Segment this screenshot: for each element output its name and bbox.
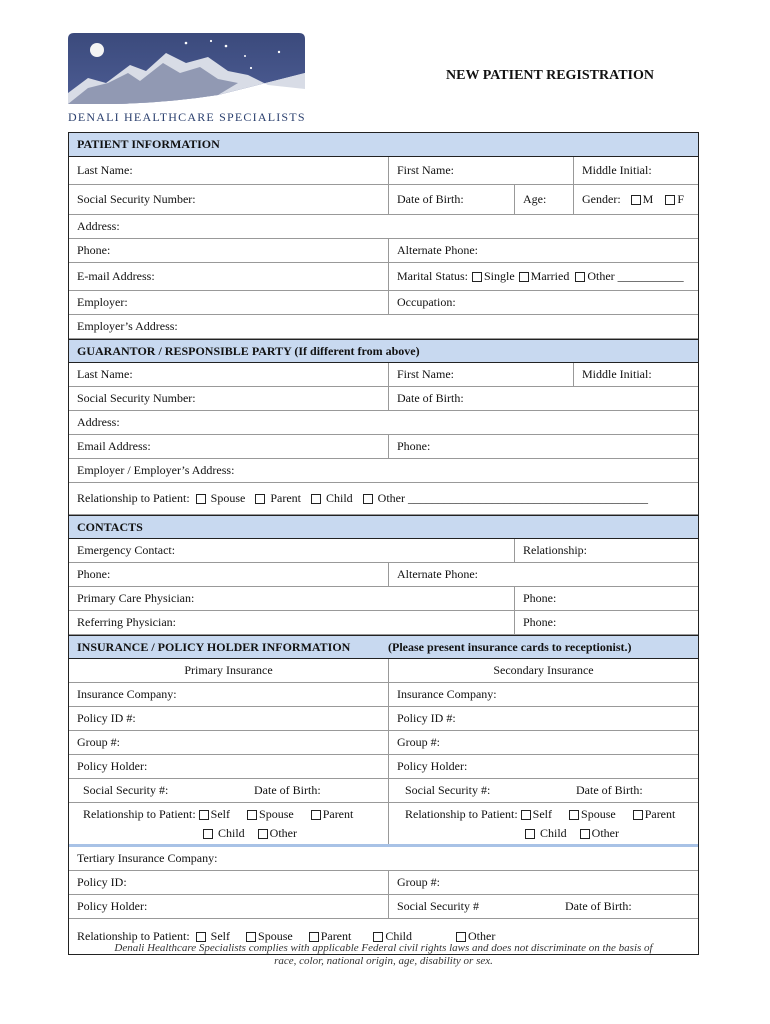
secondary-insurance-heading: Secondary Insurance bbox=[388, 659, 698, 682]
guarantor-phone-field[interactable]: Phone: bbox=[388, 435, 698, 458]
form-row bbox=[69, 315, 698, 339]
checkbox-icon bbox=[311, 810, 321, 820]
alt-phone-field[interactable]: Alternate Phone: bbox=[388, 239, 698, 262]
guarantor-address-field[interactable]: Address: bbox=[77, 415, 120, 429]
secondary-company-field[interactable]: Insurance Company: bbox=[388, 683, 698, 706]
form-row bbox=[69, 291, 698, 315]
rel-other-checkbox[interactable] bbox=[258, 826, 297, 840]
checkbox-icon bbox=[633, 810, 643, 820]
rel-child-checkbox[interactable] bbox=[525, 826, 567, 840]
form-row bbox=[69, 659, 698, 683]
rel-parent-label: Parent bbox=[322, 806, 354, 821]
gender-label: Gender: bbox=[582, 192, 621, 206]
relationship-label: Relationship to Patient: bbox=[77, 491, 190, 505]
checkbox-icon bbox=[580, 829, 590, 839]
relationship-label: Relationship to Patient: bbox=[77, 929, 190, 943]
rel-parent-label: Parent bbox=[320, 929, 352, 943]
marital-status-field bbox=[388, 263, 698, 290]
age-field[interactable]: Age: bbox=[514, 185, 573, 214]
rel-spouse-label: Spouse bbox=[258, 929, 293, 943]
referring-physician-field[interactable]: Referring Physician: bbox=[77, 615, 176, 629]
checkbox-icon bbox=[472, 272, 482, 282]
form-row bbox=[69, 363, 698, 387]
guarantor-employer-address-field[interactable]: Employer / Employer’s Address: bbox=[77, 463, 235, 477]
section-header-insurance bbox=[69, 635, 698, 659]
gender-m-checkbox[interactable] bbox=[631, 192, 654, 207]
checkbox-icon bbox=[247, 810, 257, 820]
primary-group-field[interactable]: Group #: bbox=[77, 735, 120, 749]
marital-married-checkbox[interactable] bbox=[519, 269, 570, 284]
tertiary-holder-field[interactable]: Policy Holder: bbox=[77, 899, 148, 913]
rel-child-label: Child bbox=[385, 929, 413, 943]
rel-spouse-label: Spouse bbox=[259, 806, 294, 821]
checkbox-icon bbox=[196, 494, 206, 504]
emergency-contact-field[interactable]: Emergency Contact: bbox=[77, 543, 176, 557]
gender-m-label: M bbox=[642, 192, 654, 206]
tertiary-dob-field[interactable]: Date of Birth: bbox=[565, 899, 632, 913]
ssn-field[interactable]: Social Security Number: bbox=[77, 192, 196, 206]
relationship-field[interactable]: Relationship: bbox=[514, 539, 698, 562]
form-row bbox=[69, 707, 698, 731]
secondary-holder-field[interactable]: Policy Holder: bbox=[388, 755, 698, 778]
form-row bbox=[69, 563, 698, 587]
organization-name: DENALI HEALTHCARE SPECIALISTS bbox=[68, 110, 306, 124]
primary-holder-field[interactable]: Policy Holder: bbox=[77, 759, 148, 773]
form-row bbox=[69, 587, 698, 611]
primary-insurance-heading: Primary Insurance bbox=[184, 663, 273, 677]
form-row bbox=[69, 611, 698, 635]
guarantor-middle-initial-field[interactable]: Middle Initial: bbox=[573, 363, 698, 386]
primary-company-field[interactable]: Insurance Company: bbox=[77, 687, 177, 701]
tertiary-policy-id-field[interactable]: Policy ID: bbox=[77, 875, 127, 889]
checkbox-icon bbox=[363, 494, 373, 504]
section-header-guarantor bbox=[69, 339, 698, 363]
rel-child-label: Child bbox=[218, 825, 245, 840]
dob-field[interactable]: Date of Birth: bbox=[388, 185, 514, 214]
insurance-note: (Please present insurance cards to receptionist.) bbox=[388, 639, 632, 654]
form-row bbox=[69, 483, 698, 515]
checkbox-icon bbox=[309, 932, 319, 942]
rel-parent-checkbox[interactable] bbox=[311, 807, 354, 821]
rel-other-label: Other bbox=[269, 825, 297, 840]
relationship-label: Relationship to Patient: bbox=[83, 806, 196, 821]
checkbox-icon bbox=[258, 829, 268, 839]
form-row bbox=[69, 459, 698, 483]
guarantor-ssn-field[interactable]: Social Security Number: bbox=[77, 391, 196, 405]
guarantor-email-field[interactable]: Email Address: bbox=[77, 439, 151, 453]
middle-initial-field[interactable]: Middle Initial: bbox=[573, 157, 698, 184]
form-row bbox=[69, 539, 698, 563]
registration-form bbox=[68, 132, 699, 955]
rel-self-checkbox[interactable] bbox=[199, 807, 230, 821]
rel-child-label: Child bbox=[326, 491, 353, 505]
section-title: GUARANTOR / RESPONSIBLE PARTY (If different from above) bbox=[77, 343, 420, 358]
form-row bbox=[69, 387, 698, 411]
rel-parent-checkbox[interactable] bbox=[255, 491, 301, 506]
pcp-phone-field[interactable]: Phone: bbox=[514, 587, 698, 610]
primary-relationship bbox=[69, 803, 388, 844]
form-row bbox=[69, 803, 698, 847]
section-header-patient bbox=[69, 133, 698, 157]
rel-spouse-label: Spouse bbox=[210, 491, 246, 505]
checkbox-icon bbox=[631, 195, 641, 205]
primary-dob-field[interactable]: Date of Birth: bbox=[254, 783, 321, 797]
rel-parent-label: Parent bbox=[270, 491, 301, 505]
form-row bbox=[69, 731, 698, 755]
form-row bbox=[69, 779, 698, 803]
primary-ssn-dob bbox=[69, 779, 388, 802]
checkbox-icon bbox=[569, 810, 579, 820]
guarantor-relationship-field bbox=[69, 483, 698, 514]
employer-address-field[interactable]: Employer’s Address: bbox=[77, 319, 178, 333]
form-row bbox=[69, 157, 698, 185]
rel-self-label: Self bbox=[210, 806, 231, 821]
notice-line-2: race, color, national origin, age, disability or sex. bbox=[274, 955, 493, 967]
pcp-field[interactable]: Primary Care Physician: bbox=[77, 591, 195, 605]
contact-alt-phone-field[interactable]: Alternate Phone: bbox=[388, 563, 698, 586]
rel-other-label: Other bbox=[468, 929, 496, 943]
form-row bbox=[69, 871, 698, 895]
primary-policy-id-field[interactable]: Policy ID #: bbox=[77, 711, 136, 725]
checkbox-icon bbox=[373, 932, 383, 942]
gender-f-label: F bbox=[677, 192, 685, 206]
section-title: PATIENT INFORMATION bbox=[77, 137, 220, 151]
rel-child-checkbox[interactable] bbox=[203, 826, 245, 840]
checkbox-icon bbox=[196, 932, 206, 942]
denali-mountain-logo bbox=[68, 33, 305, 104]
tertiary-group-field[interactable]: Group #: bbox=[388, 871, 698, 894]
tertiary-ssn-dob bbox=[388, 895, 698, 918]
marital-single-checkbox[interactable] bbox=[472, 269, 515, 284]
rel-spouse-label: Spouse bbox=[581, 806, 616, 821]
checkbox-icon bbox=[199, 810, 209, 820]
marital-other-checkbox[interactable] bbox=[575, 269, 683, 284]
form-row bbox=[69, 683, 698, 707]
form-row bbox=[69, 435, 698, 459]
rel-spouse-checkbox[interactable] bbox=[569, 807, 616, 821]
form-row bbox=[69, 847, 698, 871]
section-title: INSURANCE / POLICY HOLDER INFORMATION bbox=[77, 639, 351, 654]
occupation-field[interactable]: Occupation: bbox=[388, 291, 698, 314]
rel-other-checkbox[interactable] bbox=[580, 826, 619, 840]
guarantor-first-name-field[interactable]: First Name: bbox=[388, 363, 573, 386]
marital-other-label: Other ___________ bbox=[587, 269, 684, 283]
secondary-dob-field[interactable]: Date of Birth: bbox=[576, 783, 643, 797]
rel-self-label: Self bbox=[210, 929, 231, 943]
form-row bbox=[69, 263, 698, 291]
page-title: NEW PATIENT REGISTRATION bbox=[446, 68, 654, 83]
secondary-group-field[interactable]: Group #: bbox=[388, 731, 698, 754]
form-row bbox=[69, 185, 698, 215]
marital-label: Marital Status: bbox=[397, 269, 468, 283]
gender-field bbox=[573, 185, 698, 214]
secondary-ssn-dob bbox=[388, 779, 698, 802]
marital-single-label: Single bbox=[484, 269, 515, 283]
gender-f-checkbox[interactable] bbox=[665, 192, 684, 207]
referring-phone-field[interactable]: Phone: bbox=[514, 611, 698, 634]
rel-parent-label: Parent bbox=[644, 806, 676, 821]
rel-child-checkbox[interactable] bbox=[311, 491, 353, 506]
rel-other-label: Other ________________________________________ bbox=[377, 491, 648, 505]
form-row bbox=[69, 755, 698, 779]
rel-other-label: Other bbox=[591, 825, 619, 840]
last-name-field[interactable]: Last Name: bbox=[77, 163, 133, 177]
secondary-relationship bbox=[388, 803, 698, 844]
checkbox-icon bbox=[255, 494, 265, 504]
form-row bbox=[69, 239, 698, 263]
checkbox-icon bbox=[575, 272, 585, 282]
primary-ssn-field[interactable]: Social Security #: bbox=[83, 783, 169, 797]
nondiscrimination-notice bbox=[68, 942, 699, 968]
rel-parent-checkbox[interactable] bbox=[633, 807, 676, 821]
checkbox-icon bbox=[665, 195, 675, 205]
secondary-policy-id-field[interactable]: Policy ID #: bbox=[388, 707, 698, 730]
checkbox-icon bbox=[311, 494, 321, 504]
section-header-contacts bbox=[69, 515, 698, 539]
address-field[interactable]: Address: bbox=[77, 219, 120, 233]
tertiary-ssn-field[interactable]: Social Security # bbox=[397, 899, 479, 913]
rel-self-label: Self bbox=[532, 806, 553, 821]
phone-field[interactable]: Phone: bbox=[77, 243, 111, 257]
secondary-ssn-field[interactable]: Social Security #: bbox=[405, 783, 491, 797]
checkbox-icon bbox=[521, 810, 531, 820]
guarantor-dob-field[interactable]: Date of Birth: bbox=[388, 387, 698, 410]
contact-phone-field[interactable]: Phone: bbox=[77, 567, 111, 581]
checkbox-icon bbox=[203, 829, 213, 839]
checkbox-icon bbox=[456, 932, 466, 942]
first-name-field[interactable]: First Name: bbox=[388, 157, 573, 184]
section-title: CONTACTS bbox=[77, 519, 143, 534]
form-row bbox=[69, 215, 698, 239]
email-field[interactable]: E-mail Address: bbox=[77, 269, 155, 283]
checkbox-icon bbox=[525, 829, 535, 839]
checkbox-icon bbox=[246, 932, 256, 942]
checkbox-icon bbox=[519, 272, 529, 282]
notice-line-1: Denali Healthcare Specialists complies with applicable Federal civil rights laws and does not discriminate on the basis of bbox=[114, 942, 653, 954]
tertiary-company-field[interactable]: Tertiary Insurance Company: bbox=[77, 851, 218, 865]
employer-field[interactable]: Employer: bbox=[77, 295, 128, 309]
form-row bbox=[69, 895, 698, 919]
rel-child-label: Child bbox=[540, 825, 567, 840]
relationship-label: Relationship to Patient: bbox=[405, 806, 518, 821]
rel-other-checkbox[interactable] bbox=[363, 491, 648, 506]
form-row bbox=[69, 411, 698, 435]
guarantor-last-name-field[interactable]: Last Name: bbox=[77, 367, 133, 381]
rel-spouse-checkbox[interactable] bbox=[247, 807, 294, 821]
rel-spouse-checkbox[interactable] bbox=[196, 491, 246, 506]
rel-self-checkbox[interactable] bbox=[521, 807, 552, 821]
marital-married-label: Married bbox=[530, 269, 570, 283]
